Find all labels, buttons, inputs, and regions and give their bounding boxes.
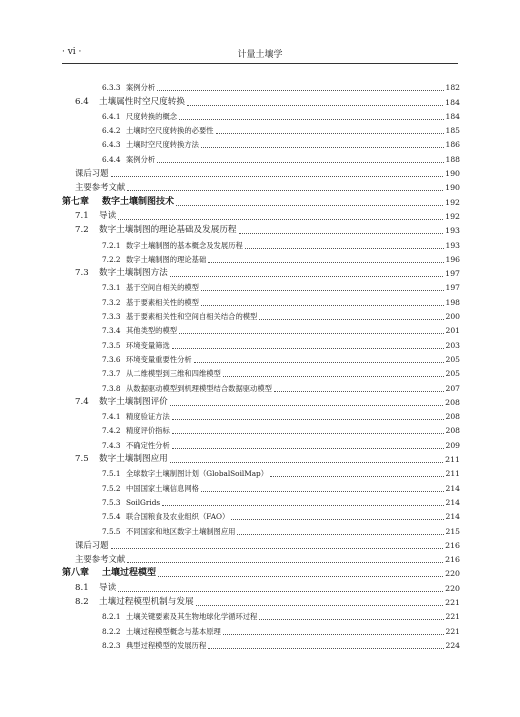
dot-leader (201, 146, 444, 148)
toc-entry-number: 6.3.3 (102, 83, 121, 93)
dot-leader (270, 475, 443, 477)
toc-entry (62, 166, 460, 180)
toc-entry (62, 495, 460, 509)
toc-entry-title: 导读 (99, 210, 117, 221)
toc-entry-number: 7.2.2 (102, 254, 121, 264)
dot-leader (239, 232, 444, 234)
toc-entry-number: 7.5 (75, 454, 89, 465)
toc-entry (62, 209, 460, 223)
toc-entry-page: 198 (445, 297, 460, 307)
toc-entry-title: 其他类型的模型 (126, 326, 178, 336)
toc-entry-number: 8.1 (75, 582, 89, 593)
toc-entry-title: 土壤过程模型机制与发展 (99, 596, 194, 607)
toc-entry (62, 280, 460, 294)
toc-entry (62, 538, 460, 552)
toc-entry-title: 不确定性分析 (126, 440, 170, 450)
toc-chapter-entry (62, 194, 460, 208)
dot-leader (179, 118, 443, 120)
toc-entry (62, 409, 460, 423)
toc-entry-page: 193 (445, 240, 460, 250)
toc-entry (62, 509, 460, 523)
dot-leader (216, 132, 444, 134)
toc-entry-page: 211 (445, 469, 460, 479)
toc-entry (62, 609, 460, 623)
dot-leader (172, 347, 444, 349)
toc-entry-number: 6.4.3 (102, 140, 121, 150)
toc-entry-number: 8.2.3 (102, 640, 121, 650)
toc-entry-page: 220 (445, 569, 460, 579)
toc-entry (62, 638, 460, 652)
toc-entry-title: 基于要素相关性的模型 (126, 297, 199, 307)
toc-entry-page: 208 (445, 426, 460, 436)
toc-entry-page: 214 (445, 497, 460, 507)
toc-entry-title: 主要参考文献 (75, 554, 126, 565)
toc-entry-number: 8.2 (75, 596, 89, 607)
toc-entry-title: 数字土壤制图的理论基础 (126, 254, 207, 264)
toc-entry-page: 214 (445, 512, 460, 522)
toc-entry (62, 223, 460, 237)
toc-entry-number: 6.4 (75, 96, 89, 107)
dot-leader (118, 590, 443, 592)
dot-leader (172, 418, 444, 420)
toc-entry (62, 294, 460, 308)
toc-entry-page: 184 (445, 111, 460, 121)
toc-entry (62, 151, 460, 165)
toc-entry-title: 课后习题 (75, 539, 109, 550)
toc-entry-page: 188 (445, 154, 460, 164)
toc-entry-title: 主要参考文献 (75, 182, 126, 193)
toc-entry (62, 466, 460, 480)
toc-entry (62, 423, 460, 437)
dot-leader (223, 633, 444, 635)
toc-entry-title: 精度验证方法 (126, 412, 170, 422)
dot-leader (245, 247, 444, 249)
toc-entry-title: 土壤属性时空尺度转换 (99, 96, 185, 107)
toc-entry-page: 211 (445, 455, 460, 465)
dot-leader (201, 289, 444, 291)
dot-leader (259, 618, 443, 620)
toc-entry-page: 214 (445, 483, 460, 493)
header-rule (62, 63, 458, 64)
toc-entry-number: 第七章 (62, 196, 90, 207)
dot-leader (237, 533, 443, 535)
toc-entry-title: 精度评价指标 (126, 426, 170, 436)
toc-entry-title: 基于空间自相关的模型 (126, 283, 199, 293)
toc-entry (62, 352, 460, 366)
dot-leader (223, 375, 444, 377)
toc-entry-number: 8.2.2 (102, 626, 121, 636)
toc-entry-page: 190 (445, 169, 460, 179)
toc-entry (62, 252, 460, 266)
dot-leader (259, 318, 443, 320)
toc-entry-title: 典型过程模型的发展历程 (126, 640, 207, 650)
toc-entry (62, 137, 460, 151)
toc-entry-number: 7.3 (75, 268, 89, 279)
toc-entry-page: 205 (445, 369, 460, 379)
toc-entry-number: 7.3.8 (102, 383, 121, 393)
toc-entry-title: 数字土壤制图方法 (99, 268, 168, 279)
dot-leader (231, 518, 443, 520)
toc-entry-page: 216 (445, 540, 460, 550)
dot-leader (172, 432, 444, 434)
toc-entry-title: 不同国家和地区数字土壤制图应用 (126, 526, 236, 536)
running-title: 计量土壤学 (237, 50, 283, 60)
toc-entry (62, 109, 460, 123)
toc-entry-title: 环境变量重要性分析 (126, 354, 192, 364)
dot-leader (111, 175, 444, 177)
toc-entry-page: 193 (445, 226, 460, 236)
toc-entry-title: 基于要素相关性和空间自相关结合的模型 (126, 312, 258, 322)
dot-leader (201, 490, 444, 492)
toc-entry-number: 7.4 (75, 396, 89, 407)
dot-leader (127, 561, 443, 563)
toc-entry (62, 323, 460, 337)
dot-leader (208, 261, 443, 263)
toc-entry-page: 197 (445, 283, 460, 293)
toc-entry-page: 196 (445, 254, 460, 264)
toc-entry (62, 80, 460, 94)
toc-entry-title: 尺度转换的概念 (126, 111, 178, 121)
toc-entry (62, 309, 460, 323)
table-of-contents (62, 80, 460, 652)
dot-leader (157, 161, 443, 163)
toc-entry-page: 221 (445, 597, 460, 607)
toc-entry (62, 480, 460, 494)
toc-entry-title: 数字土壤制图技术 (102, 196, 175, 207)
toc-entry-page: 207 (445, 383, 460, 393)
toc-entry (62, 94, 460, 108)
toc-entry-number: 7.4.3 (102, 440, 121, 450)
toc-entry-number: 6.4.4 (102, 154, 121, 164)
toc-entry-number: 6.4.1 (102, 111, 121, 121)
toc-entry-title: 土壤关键要素及其生物地球化学循环过程 (126, 612, 258, 622)
toc-entry-number: 7.4.2 (102, 426, 121, 436)
toc-entry-page: 201 (445, 326, 460, 336)
toc-entry (62, 437, 460, 451)
toc-entry-title: 联合国粮食及农业组织（FAO） (126, 512, 230, 522)
toc-entry-page: 221 (445, 626, 460, 636)
toc-entry-title: SoilGrids (126, 497, 161, 507)
toc-entry (62, 552, 460, 566)
toc-entry-title: 数字土壤制图评价 (99, 396, 168, 407)
toc-entry-page: 215 (445, 526, 460, 536)
dot-leader (162, 504, 443, 506)
toc-entry-page: 216 (445, 555, 460, 565)
toc-entry-page: 221 (445, 612, 460, 622)
toc-entry-number: 7.5.1 (102, 469, 121, 479)
toc-entry (62, 452, 460, 466)
toc-entry (62, 123, 460, 137)
toc-entry (62, 523, 460, 537)
toc-entry (62, 266, 460, 280)
toc-entry (62, 180, 460, 194)
dot-leader (187, 104, 443, 106)
dot-leader (274, 390, 444, 392)
dot-leader (170, 404, 443, 406)
toc-entry-page: 197 (445, 269, 460, 279)
toc-entry-number: 7.3.2 (102, 297, 121, 307)
toc-entry-number: 7.3.4 (102, 326, 121, 336)
dot-leader (194, 361, 444, 363)
toc-entry-page: 220 (445, 583, 460, 593)
dot-leader (176, 204, 443, 206)
toc-entry-title: 案例分析 (126, 154, 156, 164)
toc-entry-title: 数字土壤制图应用 (99, 454, 168, 465)
toc-entry-page: 209 (445, 440, 460, 450)
dot-leader (118, 218, 443, 220)
toc-entry-number: 7.5.2 (102, 483, 121, 493)
dot-leader (127, 189, 443, 191)
toc-entry-number: 7.5.5 (102, 526, 121, 536)
toc-entry-number: 第八章 (62, 568, 90, 579)
dot-leader (111, 547, 444, 549)
toc-entry-number: 7.2.1 (102, 240, 121, 250)
toc-entry-number: 7.5.4 (102, 512, 121, 522)
page-header (62, 47, 458, 63)
dot-leader (196, 604, 444, 606)
toc-chapter-entry (62, 566, 460, 580)
dot-leader (157, 89, 443, 91)
toc-entry-title: 中国国家土壤信息网格 (126, 483, 199, 493)
toc-entry (62, 380, 460, 394)
toc-entry-page: 205 (445, 354, 460, 364)
toc-entry-page: 200 (445, 312, 460, 322)
toc-entry-title: 环境变量筛选 (126, 340, 170, 350)
toc-entry-page: 185 (445, 126, 460, 136)
toc-entry-title: 土壤时空尺度转换方法 (126, 140, 199, 150)
toc-entry-title: 案例分析 (126, 83, 156, 93)
toc-entry-title: 土壤时空尺度转换的必要性 (126, 126, 214, 136)
toc-entry-number: 7.2 (75, 225, 89, 236)
dot-leader (208, 647, 443, 649)
toc-entry-number: 7.3.7 (102, 369, 121, 379)
toc-entry-title: 从二维模型到三维和四维模型 (126, 369, 221, 379)
toc-entry-number: 6.4.2 (102, 126, 121, 136)
toc-entry-title: 导读 (99, 582, 117, 593)
toc-entry (62, 623, 460, 637)
toc-entry-title: 从数据驱动模型到机理模型结合数据驱动模型 (126, 383, 272, 393)
dot-leader (158, 575, 443, 577)
toc-entry-number: 7.3.5 (102, 340, 121, 350)
toc-entry-number: 7.5.3 (102, 497, 121, 507)
toc-entry (62, 580, 460, 594)
toc-entry-title: 土壤过程模型 (102, 568, 157, 579)
dot-leader (170, 275, 443, 277)
toc-entry-number: 7.3.1 (102, 283, 121, 293)
toc-entry-number: 7.1 (75, 210, 89, 221)
toc-entry-page: 192 (445, 197, 460, 207)
toc-entry (62, 237, 460, 251)
dot-leader (179, 332, 443, 334)
toc-entry-title: 数字土壤制图的基本概念及发展历程 (126, 240, 243, 250)
toc-entry (62, 337, 460, 351)
toc-entry-title: 课后习题 (75, 168, 109, 179)
toc-entry-page: 208 (445, 397, 460, 407)
toc-entry-title: 数字土壤制图的理论基础及发展历程 (99, 225, 237, 236)
toc-entry-title: 全球数字土壤制图计划（GlobalSoilMap） (126, 469, 269, 479)
page-number: · vi · (62, 47, 82, 57)
toc-entry-title: 土壤过程模型概念与基本原理 (126, 626, 221, 636)
dot-leader (170, 461, 443, 463)
toc-entry-page: 224 (445, 640, 460, 650)
toc-entry-page: 186 (445, 140, 460, 150)
toc-entry-number: 7.3.6 (102, 354, 121, 364)
toc-entry (62, 595, 460, 609)
toc-entry (62, 395, 460, 409)
dot-leader (172, 447, 444, 449)
toc-entry-number: 7.3.3 (102, 312, 121, 322)
toc-entry (62, 366, 460, 380)
toc-entry-page: 203 (445, 340, 460, 350)
dot-leader (201, 304, 444, 306)
toc-entry-number: 7.4.1 (102, 412, 121, 422)
toc-entry-page: 182 (445, 83, 460, 93)
toc-entry-page: 190 (445, 183, 460, 193)
toc-entry-page: 192 (445, 211, 460, 221)
toc-entry-page: 184 (445, 97, 460, 107)
toc-entry-number: 8.2.1 (102, 612, 121, 622)
toc-entry-page: 208 (445, 412, 460, 422)
